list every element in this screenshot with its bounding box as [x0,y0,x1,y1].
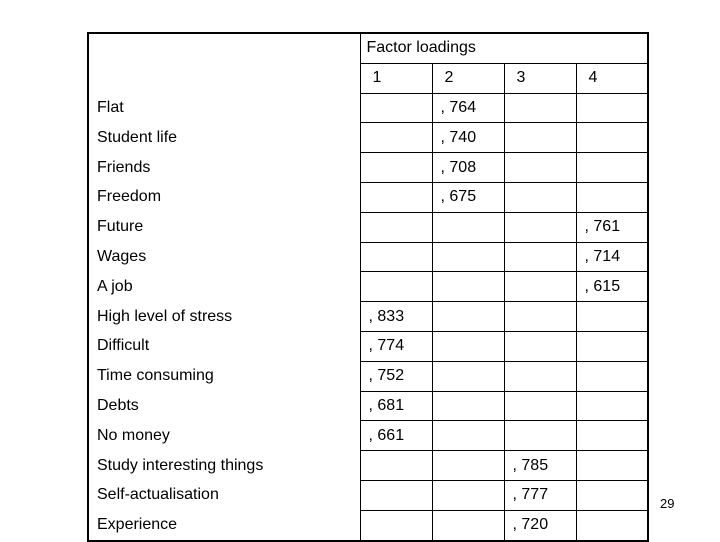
loading-cell-factor-3 [504,242,576,272]
table-row [88,510,648,540]
loading-cell-factor-3 [504,302,576,332]
loading-cell-factor-3 [504,421,576,451]
header-blank-cell [88,63,360,93]
loading-cell-factor-2 [432,451,504,481]
loading-cell-factor-3: , 720 [504,510,576,540]
loading-cell-factor-3 [504,182,576,212]
loading-cell-factor-2 [432,510,504,540]
loading-cell-factor-1 [360,123,432,153]
loading-cell-factor-4 [576,391,648,421]
loading-cell-factor-4: , 761 [576,212,648,242]
table-row [88,93,648,123]
loading-cell-factor-4: , 615 [576,272,648,302]
loading-cell-factor-1 [360,153,432,183]
table-row [88,212,648,242]
table-row [88,421,648,451]
loading-cell-factor-3 [504,153,576,183]
loading-cell-factor-2 [432,212,504,242]
loading-cell-factor-1: , 752 [360,361,432,391]
row-label: Wages [88,242,360,272]
row-label: Freedom [88,182,360,212]
loading-cell-factor-3 [504,331,576,361]
table-row [88,182,648,212]
loading-cell-factor-2 [432,421,504,451]
loading-cell-factor-1 [360,242,432,272]
loading-cell-factor-4 [576,302,648,332]
loading-cell-factor-4 [576,93,648,123]
table-row [88,391,648,421]
loading-cell-factor-2: , 764 [432,93,504,123]
factor-loadings-table [87,32,649,542]
loading-cell-factor-1: , 661 [360,421,432,451]
loading-cell-factor-3 [504,93,576,123]
column-header-3: 3 [504,63,576,93]
loading-cell-factor-1: , 681 [360,391,432,421]
header-blank-cell [88,33,360,63]
header-title-row [88,33,648,63]
row-label: Experience [88,510,360,540]
loading-cell-factor-1 [360,93,432,123]
page-number: 29 [660,496,675,511]
table-row [88,480,648,510]
loading-cell-factor-4 [576,123,648,153]
loading-cell-factor-3 [504,272,576,302]
row-label: Future [88,212,360,242]
loading-cell-factor-2 [432,391,504,421]
header-columns-row [88,63,648,93]
loading-cell-factor-4 [576,421,648,451]
table-row [88,361,648,391]
loading-cell-factor-2 [432,480,504,510]
loading-cell-factor-2 [432,272,504,302]
loading-cell-factor-1 [360,510,432,540]
row-label: High level of stress [88,302,360,332]
loading-cell-factor-4 [576,182,648,212]
loading-cell-factor-3 [504,391,576,421]
loading-cell-factor-3 [504,123,576,153]
loading-cell-factor-2 [432,361,504,391]
loading-cell-factor-4 [576,361,648,391]
table-row [88,242,648,272]
row-label: Difficult [88,331,360,361]
loading-cell-factor-2: , 675 [432,182,504,212]
row-label: Time consuming [88,361,360,391]
table-row [88,331,648,361]
loading-cell-factor-1 [360,480,432,510]
row-label: No money [88,421,360,451]
loading-cell-factor-1 [360,212,432,242]
loading-cell-factor-4 [576,331,648,361]
row-label: Study interesting things [88,451,360,481]
loading-cell-factor-2: , 708 [432,153,504,183]
loading-cell-factor-2 [432,331,504,361]
loading-cell-factor-3: , 777 [504,480,576,510]
loading-cell-factor-1: , 833 [360,302,432,332]
loading-cell-factor-1 [360,272,432,302]
loading-cell-factor-2: , 740 [432,123,504,153]
loading-cell-factor-1: , 774 [360,331,432,361]
row-label: Student life [88,123,360,153]
loading-cell-factor-4 [576,480,648,510]
row-label: Self-actualisation [88,480,360,510]
row-label: Debts [88,391,360,421]
loading-cell-factor-3 [504,361,576,391]
column-header-2: 2 [432,63,504,93]
table-row [88,153,648,183]
row-label: Friends [88,153,360,183]
table-row [88,451,648,481]
loading-cell-factor-4 [576,153,648,183]
column-header-1: 1 [360,63,432,93]
table-row [88,123,648,153]
loading-cell-factor-1 [360,451,432,481]
loading-cell-factor-4 [576,510,648,540]
table-row [88,272,648,302]
loading-cell-factor-3 [504,212,576,242]
loading-cell-factor-2 [432,302,504,332]
row-label: A job [88,272,360,302]
table-row [88,302,648,332]
factor-loadings-title: Factor loadings [360,33,648,63]
loading-cell-factor-1 [360,182,432,212]
column-header-4: 4 [576,63,648,93]
loading-cell-factor-4: , 714 [576,242,648,272]
row-label: Flat [88,93,360,123]
loading-cell-factor-4 [576,451,648,481]
loading-cell-factor-2 [432,242,504,272]
loading-cell-factor-3: , 785 [504,451,576,481]
